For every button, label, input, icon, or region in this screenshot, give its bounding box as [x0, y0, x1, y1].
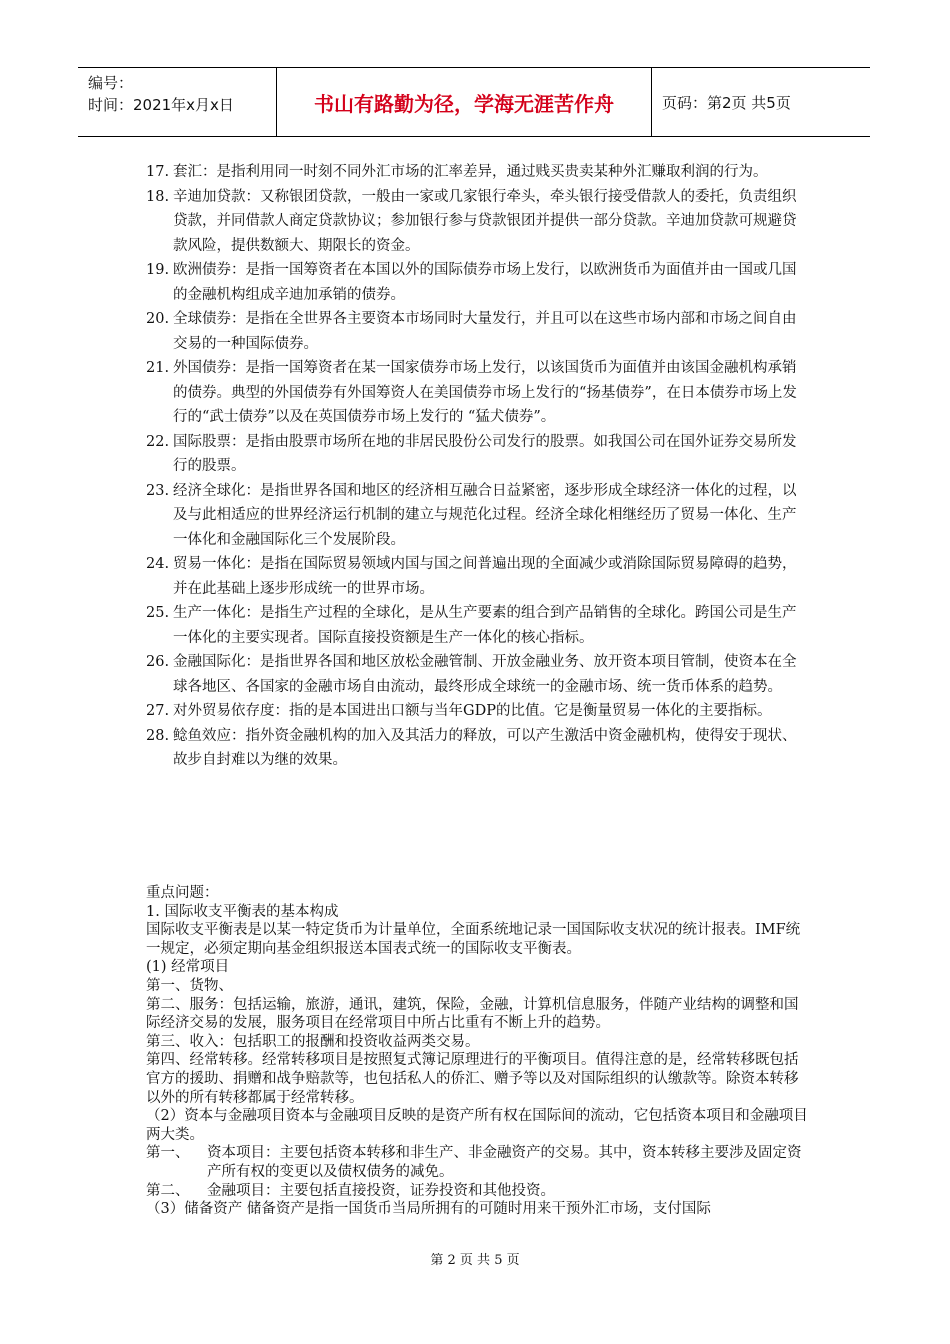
definition-text: 经济全球化：是指世界各国和地区的经济相互融合日益紧密，逐步形成全球经济一体化的过程，以及与此相适应的世界经济运行机制的建立与规范化过程。经济全球化相继经历了贸易一体化、生产一体化和金融国际化三个发展阶段。 — [173, 482, 797, 548]
definition-text: 外国债券：是指一国筹资者在某一国家债券市场上发行，以该国货币为面值并由该国金融机构承销的债券。典型的外国债券有外国筹资人在美国债券市场上发行的“扬基债券”，在日本债券市场上发行的“武士债券”以及在英国债券市场上发行的 “猛犬债券”。 — [173, 360, 797, 425]
list-item-label: 第二、 — [146, 1182, 190, 1199]
definition-text: 生产一体化：是指生产过程的全球化，是从生产要素的组合到产品销售的全球化。跨国公司是生产一体化的主要实现者。国际直接投资额是生产一体化的核心指标。 — [173, 605, 797, 646]
definition-number: 24. — [146, 556, 170, 572]
definition-item — [146, 258, 806, 307]
paragraph: 第四、经常转移。经常转移项目是按照复式簿记原理进行的平衡项目。值得注意的是，经常转移既包括官方的援助、捐赠和战争赔款等，也包括私人的侨汇、赠予等以及对国际组织的认缴款等。除资本转移以外的所有转移都属于经常转移。 — [146, 1052, 799, 1106]
subsection-title: (1) 经常项目 — [146, 959, 230, 976]
definition-item — [146, 430, 806, 479]
definition-text: 贸易一体化：是指在国际贸易领域内国与国之间普遍出现的全面减少或消除国际贸易障碍的趋势，并在此基础上逐步形成统一的世界市场。 — [173, 556, 797, 597]
definition-text: 套汇：是指利用同一时刻不同外汇市场的汇率差异，通过贱买贵卖某种外汇赚取利润的行为。 — [173, 164, 768, 180]
header-page-label: 页码：第2页 共5页 — [662, 93, 791, 112]
definition-text: 欧洲债券：是指一国筹资者在本国以外的国际债券市场上发行，以欧洲货币为面值并由一国或几国的金融机构组成辛迪加承销的债券。 — [173, 262, 797, 303]
page-header — [78, 67, 870, 137]
definition-item — [146, 356, 806, 430]
list-item — [146, 1144, 808, 1181]
definition-item — [146, 650, 806, 699]
definition-text: 鲶鱼效应：指外资金融机构的加入及其活力的释放，可以产生激活中资金融机构，使得安于现状、故步自封难以为继的效果。 — [173, 727, 797, 768]
definition-text: 国际股票：是指由股票市场所在地的非居民股份公司发行的股票。如我国公司在国外证券交易所发行的股票。 — [173, 433, 797, 474]
definitions-list — [146, 160, 806, 773]
definition-item — [146, 479, 806, 553]
definition-item — [146, 699, 806, 724]
definition-number: 17. — [146, 164, 170, 180]
definition-number: 20. — [146, 311, 170, 327]
definition-number: 21. — [146, 360, 170, 376]
list-item-label: 第一、 — [146, 1145, 190, 1162]
paragraph: （3）储备资产 储备资产是指一国货币当局所拥有的可随时用来干预外汇市场，支付国际 — [146, 1201, 711, 1218]
paragraph: 第二、服务：包括运输，旅游，通讯，建筑，保险，金融，计算机信息服务，伴随产业结构的调整和国际经济交易的发展，服务项目在经常项目中所占比重有不断上升的趋势。 — [146, 996, 799, 1032]
page-footer: 第 2 页 共 5 页 — [430, 1253, 520, 1268]
definition-text: 辛迪加贷款：又称银团贷款，一般由一家或几家银行牵头，牵头银行接受借款人的委托，负责组织贷款，并同借款人商定贷款协议；参加银行参与贷款银团并提供一部分贷款。辛迪加贷款可规避贷款风险，提供数额大、期限长的资金。 — [173, 188, 797, 254]
definition-number: 23. — [146, 482, 170, 499]
definition-item — [146, 552, 806, 601]
definition-text: 全球债券：是指在全世界各主要资本市场同时大量发行，并且可以在这些市场内部和市场之间自由交易的一种国际债券。 — [173, 311, 797, 352]
definition-text: 对外贸易依存度：指的是本国进出口额与当年GDP的比值。它是衡量贸易一体化的主要指标。 — [173, 703, 772, 719]
definition-number: 18. — [146, 188, 170, 205]
section-title: 1. 国际收支平衡表的基本构成 — [146, 903, 339, 920]
paragraph: 国际收支平衡表是以某一特定货币为计量单位，全面系统地记录一国国际收支状况的统计报表。IMF统一规定，必须定期向基金组织报送本国表式统一的国际收支平衡表。 — [146, 922, 801, 957]
definition-item — [146, 307, 806, 356]
definition-text: 金融国际化：是指世界各国和地区放松金融管制、开放金融业务、放开资本项目管制，使资本在全球各地区、各国家的金融市场自由流动，最终形成全球统一的金融市场、统一货币体系的趋势。 — [173, 654, 797, 695]
definition-number: 26. — [146, 654, 170, 670]
doc-date-label: 时间：2021年x月x日 — [88, 96, 234, 114]
definition-item — [146, 601, 806, 650]
key-issues-heading: 重点问题： — [146, 885, 219, 901]
doc-code-label: 编号： — [88, 74, 134, 92]
list-item-text: 资本项目：主要包括资本转移和非生产、非金融资产的交易。其中，资本转移主要涉及固定资产所有权的变更以及债权债务的减免。 — [207, 1145, 802, 1180]
definition-item — [146, 724, 806, 773]
list-item-text: 金融项目：主要包括直接投资，证券投资和其他投资。 — [207, 1182, 555, 1199]
paragraph: 第一、货物、 — [146, 977, 233, 994]
definition-number: 19. — [146, 262, 170, 278]
definition-item — [146, 185, 806, 259]
paragraph: 第三、收入：包括职工的报酬和投资收益两类交易。 — [146, 1033, 480, 1050]
definition-item — [146, 160, 806, 185]
definition-number: 28. — [146, 727, 170, 744]
definition-number: 27. — [146, 703, 170, 719]
definition-number: 25. — [146, 605, 170, 621]
header-motto: 书山有路勤为径，学海无涯苦作舟 — [277, 68, 652, 136]
definition-number: 22. — [146, 433, 170, 450]
paragraph: （2）资本与金融项目资本与金融项目反映的是资产所有权在国际间的流动，它包括资本项目和金融项目两大类。 — [146, 1108, 808, 1143]
list-item — [146, 1182, 808, 1201]
header-meta — [78, 68, 277, 136]
key-issues-section — [146, 884, 808, 1219]
